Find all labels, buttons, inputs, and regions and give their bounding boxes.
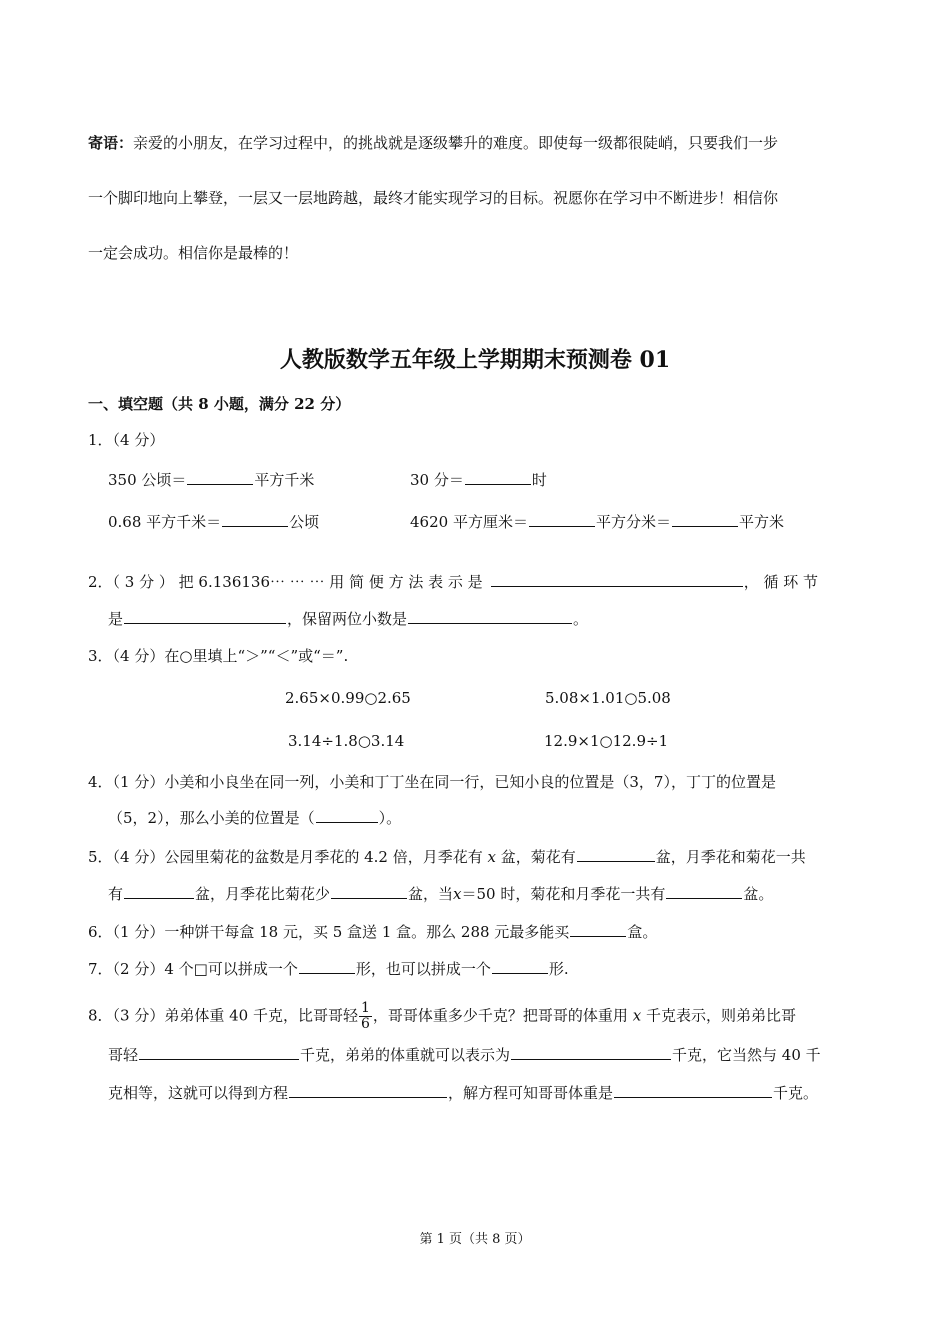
answer-blank[interactable] (408, 609, 572, 624)
q5-l1-post: 盆，月季花和菊花一共 (655, 848, 806, 866)
answer-blank[interactable] (124, 884, 194, 899)
q2-line-1 (88, 572, 818, 592)
q7-pre: 7．（2 分）4 个□可以拼成一个 (88, 960, 298, 978)
section-heading: 一、填空题（共 8 小题，满分 22 分） (88, 395, 351, 413)
answer-blank[interactable] (511, 1045, 671, 1060)
q5-l2-d: ＝50 时，菊花和月季花一共有 (461, 885, 666, 903)
q1-c-unit: 公顷 (289, 513, 320, 531)
q5-line-2 (108, 884, 773, 904)
answer-blank[interactable] (491, 572, 743, 587)
intro-line-2: 一个脚印地向上攀登，一层又一层地跨越，最终才能实现学习的目标。祝愿你在学习中不断进步！相信你 (88, 189, 779, 207)
answer-blank[interactable] (570, 922, 626, 937)
q1-d-text: 4620 平方厘米＝ (410, 513, 528, 531)
q6-post: 盒。 (627, 923, 658, 941)
page-footer: 第 1 页（共 8 页） (419, 1232, 531, 1247)
q1-heading: 1．（4 分） (88, 431, 165, 449)
q5-l1-mid: 盆，菊花有 (500, 848, 576, 866)
fraction-numerator: 1 (360, 1000, 370, 1016)
q2-text: 2．（ 3 分 ） 把 6.136136⋯ ⋯ ⋯ 用 简 便 方 法 表 示 是 (88, 573, 483, 591)
q4-l2-pre: （5，2），那么小美的位置是（ (108, 809, 315, 827)
answer-blank[interactable] (124, 609, 286, 624)
page-title: 人教版数学五年级上学期期末预测卷 01 (279, 347, 671, 373)
answer-blank[interactable] (316, 808, 378, 823)
q6-line (88, 922, 657, 942)
q5-l1-pre: 5．（4 分）公园里菊花的盆数是月季花的 4.2 倍，月季花有 (88, 848, 483, 866)
q5-l2-b: 盆，月季花比菊花少 (195, 885, 331, 903)
answer-blank[interactable] (577, 847, 655, 862)
q8-l3-a: 克相等，这就可以得到方程 (108, 1084, 289, 1102)
answer-blank[interactable] (666, 884, 742, 899)
q1-d-mid: 平方分米＝ (595, 513, 671, 531)
q4-l2-post: ）。 (378, 809, 402, 827)
variable-x: x (487, 848, 496, 866)
q8-line-1 (88, 1000, 796, 1032)
q7-mid: 形，也可以拼成一个 (355, 960, 491, 978)
q8-l1-end: 千克表示，则弟弟比哥 (645, 1006, 796, 1025)
q1-d-unit: 平方米 (738, 513, 784, 531)
q1-a-unit: 平方千米 (254, 471, 315, 489)
intro-line-3: 一定会成功。相信你是最棒的！ (88, 244, 299, 262)
q1-b-unit: 时 (531, 471, 547, 489)
answer-blank[interactable] (289, 1083, 447, 1098)
q8-l3-b: ，解方程可知哥哥体重是 (448, 1084, 614, 1102)
intro-text-1: 亲爱的小朋友，在学习过程中，的挑战就是逐级攀升的难度。即使每一级都很陡峭，只要我们一步 (133, 134, 779, 152)
q1-b-text: 30 分＝ (410, 471, 464, 489)
q8-l1-post: ，哥哥体重多少千克？把哥哥的体重用 (372, 1006, 628, 1025)
answer-blank[interactable] (672, 512, 738, 527)
q8-line-2 (108, 1045, 821, 1065)
q1-c-text: 0.68 平方千米＝ (108, 513, 222, 531)
q2-l2-pre: 是 (108, 610, 124, 628)
q8-line-3 (108, 1083, 818, 1103)
answer-blank[interactable] (465, 470, 531, 485)
q5-l2-a: 有 (108, 885, 124, 903)
q2-l2-post: 。 (573, 610, 589, 628)
answer-blank[interactable] (614, 1083, 772, 1098)
q8-l1-pre: 8．（3 分）弟弟体重 40 千克，比哥哥轻 (88, 1006, 358, 1025)
q3-item-a: 2.65×0.99○2.65 (285, 689, 411, 707)
q3-heading: 3．（4 分）在○里填上“＞”“＜”或“＝”. (88, 647, 349, 665)
answer-blank[interactable] (299, 959, 355, 974)
answer-blank[interactable] (492, 959, 548, 974)
answer-blank[interactable] (529, 512, 595, 527)
q1-item-a (108, 470, 314, 490)
fraction-one-sixth (359, 1001, 372, 1032)
q8-l2-b: 千克，弟弟的体重就可以表示为 (300, 1046, 511, 1064)
answer-blank[interactable] (139, 1045, 299, 1060)
answer-blank[interactable] (222, 512, 288, 527)
variable-x: x (453, 885, 462, 903)
q4-line-1: 4．（1 分）小美和小良坐在同一列，小美和丁丁坐在同一行，已知小良的位置是（3，7），丁丁的位置是 (88, 773, 776, 791)
q4-line-2 (108, 808, 401, 828)
q7-post: 形. (548, 960, 569, 978)
answer-blank[interactable] (187, 470, 253, 485)
q8-l3-c: 千克。 (773, 1084, 819, 1102)
answer-blank[interactable] (331, 884, 407, 899)
q7-line (88, 959, 569, 979)
q2-line-2 (108, 609, 588, 629)
q1-item-b (410, 470, 547, 490)
intro-line-1 (88, 133, 778, 153)
q1-item-d (410, 512, 784, 532)
q3-item-b: 5.08×1.01○5.08 (545, 689, 671, 707)
q5-l2-e: 盆。 (743, 885, 774, 903)
intro-label: 寄语： (88, 134, 134, 152)
q8-l2-a: 哥轻 (108, 1046, 139, 1064)
q5-line-1 (88, 847, 806, 867)
variable-x: x (632, 1006, 642, 1025)
q3-item-c: 3.14÷1.8○3.14 (288, 732, 405, 750)
q1-item-c (108, 512, 319, 532)
fraction-denominator: 6 (360, 1016, 370, 1032)
q6-pre: 6．（1 分）一种饼干每盒 18 元，买 5 盒送 1 盒。那么 288 元最多能买 (88, 923, 570, 941)
q1-a-text: 350 公顷＝ (108, 471, 187, 489)
q8-l2-c: 千克，它当然与 40 千 (672, 1046, 821, 1064)
q2-l2-mid: ，保留两位小数是 (287, 610, 408, 628)
q2-mid: ， 循 环 节 (743, 573, 818, 591)
q5-l2-c: 盆，当 (408, 885, 454, 903)
q3-item-d: 12.9×1○12.9÷1 (544, 732, 669, 750)
